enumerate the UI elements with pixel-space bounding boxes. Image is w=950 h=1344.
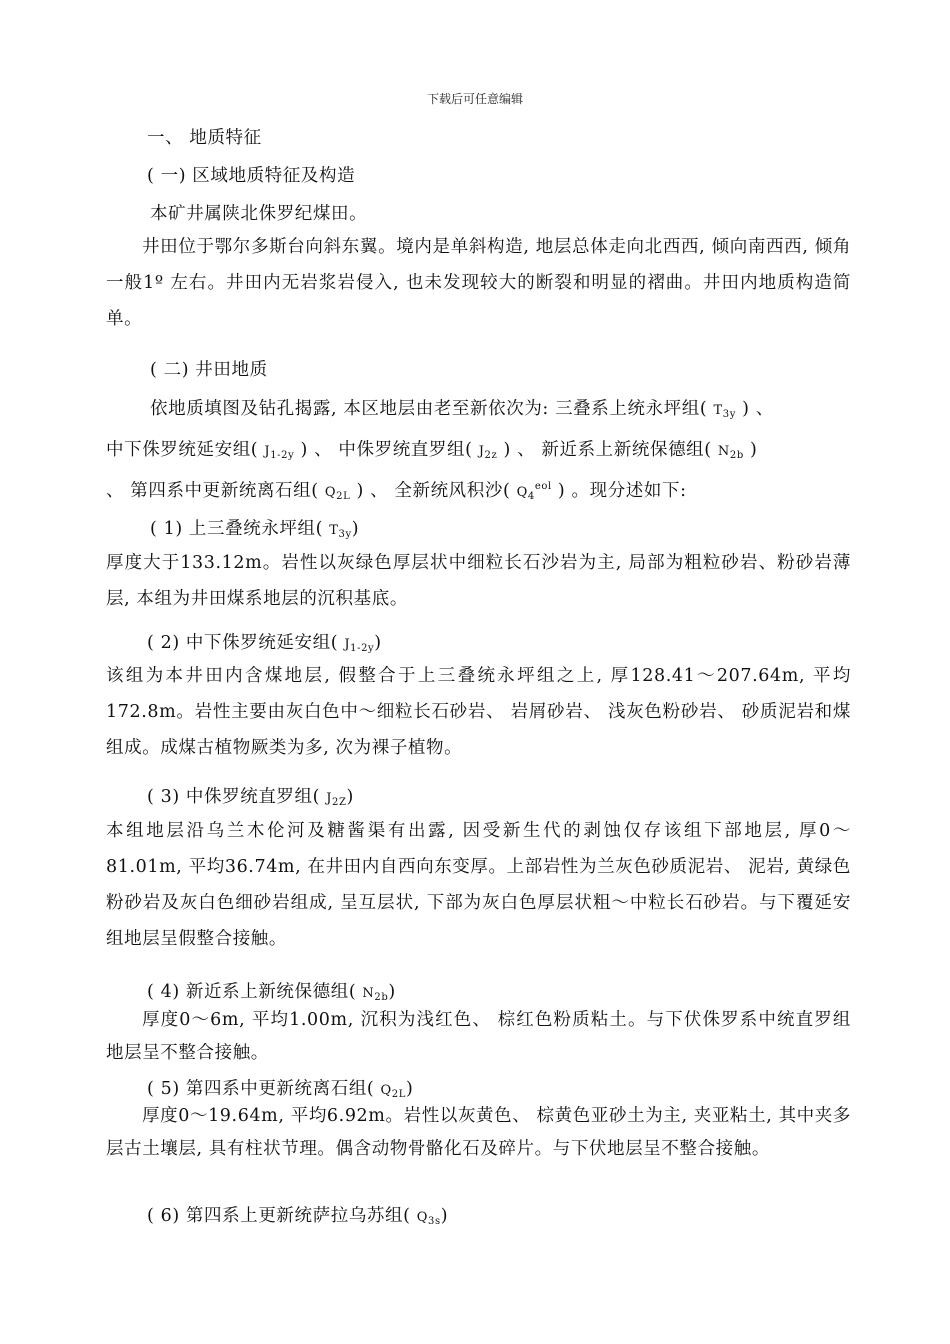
formula-symbol: J xyxy=(344,637,351,652)
unit-title xyxy=(147,1075,413,1100)
formula-subscript: 2L xyxy=(391,1089,406,1100)
formula-symbol: J xyxy=(264,444,271,459)
formula-subscript: 2z xyxy=(484,450,498,461)
formula-subscript: 2b xyxy=(729,450,744,461)
formula-symbol: T xyxy=(329,523,339,538)
section-title-minefield: ( 二) 井田地质 xyxy=(150,360,268,380)
unit-title-text: ( 5) 第四系中更新统离石组( xyxy=(147,1079,375,1099)
formula-subscript: 3s xyxy=(427,1216,441,1227)
intro-text: ) 、 xyxy=(742,399,774,419)
formula-subscript: 2L xyxy=(336,491,351,502)
formula-subscript: 2Z xyxy=(332,797,347,808)
formula-subscript: 3y xyxy=(722,409,736,420)
unit-title-text: ) xyxy=(388,982,396,1002)
formula-symbol: Q xyxy=(416,1210,428,1225)
formula-symbol: J xyxy=(326,791,333,806)
unit-title xyxy=(147,783,354,808)
unit-title xyxy=(147,978,396,1003)
intro-text: 、 第四系中更新统离石组( xyxy=(106,481,319,501)
unit-body: 该组为本井田内含煤地层, 假整合于上三叠统永坪组之上, 厚128.41～207.64m, 平均172.8m。岩性主要由灰白色中～细粒长石砂岩、 岩屑砂岩、 浅灰色粉砂岩、 砂质泥岩和煤组成。成煤古植物厥类为多, 次为裸子植物。 xyxy=(106,666,851,758)
unit-title-text: ) xyxy=(440,1206,449,1226)
section-title-regional: ( 一) 区域地质特征及构造 xyxy=(147,166,356,186)
page-header: 下载后可任意编辑 xyxy=(426,92,523,106)
intro-line-3 xyxy=(106,477,687,502)
intro-line-1 xyxy=(150,395,774,420)
unit-body: 厚度大于133.12m。岩性以灰绿色厚层状中细粒长石沙岩为主, 局部为粗粒砂岩、粉砂岩薄层, 本组为井田煤系地层的沉积基底。 xyxy=(106,553,851,609)
unit-title xyxy=(147,629,382,654)
formula-subscript: 2b xyxy=(374,992,389,1003)
unit-title xyxy=(147,1202,448,1227)
intro-text: ) xyxy=(750,440,758,460)
heading-geology: 一、 地质特征 xyxy=(147,128,262,148)
formula-subscript: 3y xyxy=(338,529,352,540)
unit-title-text: ( 2) 中下侏罗统延安组( xyxy=(147,633,339,653)
intro-text: 中下侏罗统延安组( xyxy=(106,440,259,460)
paragraph-structure: 井田位于鄂尔多斯台向斜东翼。境内是单斜构造, 地层总体走向北西西, 倾向南西西, 倾角一般1º 左右。井田内无岩浆岩侵入, 也未发现较大的断裂和明显的褶曲。井田内地质构造简单。 xyxy=(106,237,851,329)
unit-title-text: ) xyxy=(374,633,382,653)
intro-text: ) 。现分述如下: xyxy=(557,481,687,501)
unit-title-text: ( 3) 中侏罗统直罗组( xyxy=(147,787,321,807)
formula-symbol: T xyxy=(713,403,723,418)
formula-subscript: 1-2y xyxy=(350,643,375,654)
intro-text: ) 、 新近系上新统保德组( xyxy=(503,440,712,460)
unit-title-text: ( 1) 上三叠统永坪组( xyxy=(150,519,324,539)
formula-symbol: N xyxy=(717,444,730,459)
unit-title-text: ) xyxy=(351,519,360,539)
formula-symbol: J xyxy=(478,444,485,459)
unit-body: 本组地层沿乌兰木伦河及糖酱渠有出露, 因受新生代的剥蚀仅存该组下部地层, 厚0～81.01m, 平均36.74m, 在井田内自西向东变厚。上部岩性为兰灰色砂质泥岩、 泥岩, 黄绿色粉砂岩及灰白色细砂岩组成, 呈互层状, 下部为灰白色厚层状粗～中粒长石砂岩。与下覆延安组地层呈假整合接触。 xyxy=(106,821,851,949)
unit-title xyxy=(150,515,359,540)
unit-title-text: ( 4) 新近系上新统保德组( xyxy=(147,982,357,1002)
unit-body: 厚度0～19.64m, 平均6.92m。岩性以灰黄色、 棕黄色亚砂土为主, 夹亚粘土, 其中夹多层古土壤层, 具有柱状节理。偶含动物骨骼化石及碎片。与下伏地层呈不整合接触。 xyxy=(106,1106,851,1159)
unit-title-text: ) xyxy=(346,787,354,807)
formula-subscript: 4 xyxy=(527,491,535,502)
formula-symbol: Q xyxy=(324,485,337,500)
formula-symbol: N xyxy=(362,986,375,1001)
formula-symbol: Q xyxy=(516,485,528,500)
unit-body: 厚度0～6m, 平均1.00m, 沉积为浅红色、 棕红色粉质粘土。与下伏侏罗系中统直罗组地层呈不整合接触。 xyxy=(106,1010,851,1063)
unit-title-text: ) xyxy=(405,1079,414,1099)
paragraph-coalfield: 本矿井属陕北侏罗纪煤田。 xyxy=(150,204,368,224)
intro-text: ) 、 中侏罗统直罗组( xyxy=(300,440,473,460)
formula-symbol: Q xyxy=(380,1083,392,1098)
intro-text: 依地质填图及钻孔揭露, 本区地层由老至新依次为: 三叠系上统永坪组( xyxy=(150,399,708,419)
intro-text: ) 、 全新统风积沙( xyxy=(356,481,511,501)
formula-superscript: eol xyxy=(534,481,552,492)
intro-line-2 xyxy=(106,436,757,461)
formula-subscript: 1-2y xyxy=(270,450,295,461)
unit-title-text: ( 6) 第四系上更新统萨拉乌苏组( xyxy=(147,1206,411,1226)
